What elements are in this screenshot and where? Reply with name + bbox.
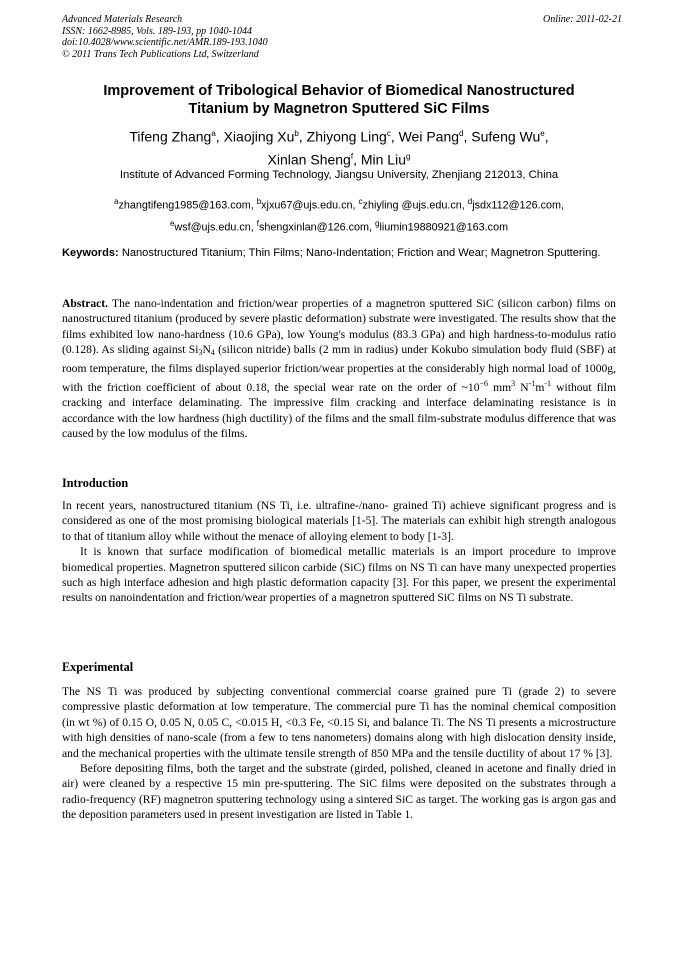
author-mark: e xyxy=(540,129,545,138)
paragraph: Before depositing films, both the target and the substrate (girded, polished, cleaned in acetone and finally dried in air) were cleaned by a respective 15 min pre-sputtering. The SiC films were deposited on the substrates through a radio-frequency (RF) magnetron sputtering technology using a sintered SiC as target. The working gas is argon gas and the deposition parameters used in present investigation are listed in Table 1. xyxy=(62,762,616,822)
author-mark: f xyxy=(350,151,354,161)
keywords-label: Keywords: xyxy=(62,247,119,259)
email-mark: e xyxy=(169,218,175,228)
author-mark: a xyxy=(211,129,216,138)
keywords-text: Nanostructured Titanium; Thin Films; Nano-Indentation; Friction and Wear; Magnetron Sputtering. xyxy=(121,247,601,259)
email-address: zhangtifeng1985@163.com, xyxy=(118,199,254,212)
keywords xyxy=(62,246,616,261)
journal-name: Advanced Materials Research xyxy=(62,14,183,25)
introduction-section xyxy=(62,498,616,606)
section-heading-experimental: Experimental xyxy=(62,660,134,674)
superscript: 3 xyxy=(511,379,516,389)
email-list xyxy=(62,193,616,236)
author-name: Min Liu xyxy=(360,151,406,168)
online-date: Online: 2011-02-21 xyxy=(543,14,622,25)
abstract-text: mm xyxy=(488,381,512,395)
superscript: -1 xyxy=(544,379,552,389)
email-mark: b xyxy=(256,197,262,206)
author-name: Xiaojing Xu xyxy=(223,128,295,145)
copyright-line: © 2011 Trans Tech Publications Ltd, Switzerland xyxy=(62,48,259,60)
doi-line: doi:10.4028/www.scientific.net/AMR.189-193.1040 xyxy=(62,37,268,48)
author-mark: c xyxy=(386,129,391,138)
author-name: Zhiyong Ling xyxy=(306,128,387,145)
paragraph: In recent years, nanostructured titanium (NS Ti, i.e. ultrafine-/nano- grained Ti) achieve significant progress and is considered as one of the most promising biological materials [1-5]. The materials can exhibit high strength analogous to that of titanium alloy while without the menace of alloying element to body [1-3]. xyxy=(62,499,616,543)
experimental-section xyxy=(62,684,616,823)
email-address: liumin19880921@163.com xyxy=(379,221,509,234)
author-mark: g xyxy=(406,151,411,161)
email-address: shengxinlan@126.com, xyxy=(259,221,372,234)
paragraph: The NS Ti was produced by subjecting conventional commercial coarse grained pure Ti (grade 2) to severe compressive plastic deformation at low temperature. The commercial pure Ti has the nominal chemical composition (in wt %) of 0.15 O, 0.05 N, 0.05 C, <0.015 H, <0.3 Fe, <0.15 Si, and balance Ti. The NS Ti presents a microstructure with high densities of nano-scale (from a few to tens nanometers) domains along with high dislocation density inside, and the mechanical properties with the ultimate tensile strength of 850 MPa and the tensile ductility of about 17 % [3]. xyxy=(62,685,616,760)
title-line-1: Improvement of Tribological Behavior of Biomedical Nanostructured xyxy=(103,83,575,99)
affiliation: Institute of Advanced Forming Technology, Jiangsu University, Zhenjiang 212013, China xyxy=(119,169,559,181)
author-list: Tifeng Zhang$^a$, Xiaojing Xu$^b$, Zhiyong Ling$^c$, Wei Pang$^d$, Sufeng Wu$^e$, Xinlan Sheng$^f$, Min Liu$^g$ xyxy=(129,128,549,168)
email-address: xjxu67@ujs.edu.cn, xyxy=(261,199,356,212)
author-mark: b xyxy=(294,129,299,138)
paper-title xyxy=(62,82,616,118)
email-mark: c xyxy=(358,197,363,206)
email-address: zhiyling @ujs.edu.cn, xyxy=(362,199,465,212)
superscript: −6 xyxy=(479,379,489,389)
abstract-text: (silicon nitride) balls (2 mm in radius) under Kokubo simulation body fluid (SBF) at room temperature, the films displayed superior friction/wear properties at the considerably high normal load of 1000g, with the friction coefficient of about 0.18, the special wear rate on the order of ~10 xyxy=(62,343,616,395)
abstract xyxy=(62,296,616,442)
section-heading-introduction: Introduction xyxy=(62,476,129,490)
email-mark: f xyxy=(256,218,259,228)
abstract-text: The nano-indentation and friction/wear properties of a magnetron sputtered SiC (silicon carbon) films on nanostructured titanium (produced by severe plastic deformation) substrate were investigated. The results show that the films exhibited low nano-hardness (10.6 GPa), low Young's modulus (83.3 GPa) and high hardness-to-modulus ratio (0.128). As sliding against Si xyxy=(62,297,616,357)
abstract-label: Abstract. xyxy=(62,297,109,310)
email-mark: a xyxy=(114,197,119,206)
abstract-text: without film cracking and interface delaminating. The impressive film cracking and interface delaminating resistance is in accordance with the low hardness (high ductility) of the films and the small film-substrate modulus difference that was caused by the low modulus of the films. xyxy=(62,381,616,441)
author-name: Tifeng Zhang xyxy=(129,128,212,145)
issn-line: ISSN: 1662-8985, Vols. 189-193, pp 1040-1044 xyxy=(62,25,252,37)
title-line-2: Titanium by Magnetron Sputtered SiC Films xyxy=(188,101,490,117)
paragraph: It is known that surface modification of biomedical metallic materials is an import procedure to improve biomedical properties. Magnetron sputtered silicon carbide (SiC) films on NS Ti can have many unexpected properties such as high interface adhesion and high plastic deformation capacity [3]. For this paper, we present the experimental results on nanoindentation and friction/wear properties of a magnetron sputtered SiC films on NS Ti substrate. xyxy=(62,545,616,605)
author-mark: d xyxy=(459,129,464,138)
journal-header xyxy=(62,14,622,60)
author-name: Wei Pang xyxy=(398,128,460,145)
superscript: -1 xyxy=(528,379,536,389)
email-mark: g xyxy=(375,218,380,228)
author-name: Xinlan Sheng xyxy=(267,151,351,168)
email-address: wsf@ujs.edu.cn, xyxy=(174,221,254,234)
author-name: Sufeng Wu xyxy=(471,128,541,145)
abstract-text: N xyxy=(515,381,529,395)
abstract-text: m xyxy=(535,381,545,395)
email-mark: d xyxy=(467,197,473,206)
abstract-text: N xyxy=(202,343,211,357)
email-address: jsdx112@126.com, xyxy=(472,199,564,212)
subscript: 4 xyxy=(210,348,215,358)
subscript: 3 xyxy=(198,348,203,358)
